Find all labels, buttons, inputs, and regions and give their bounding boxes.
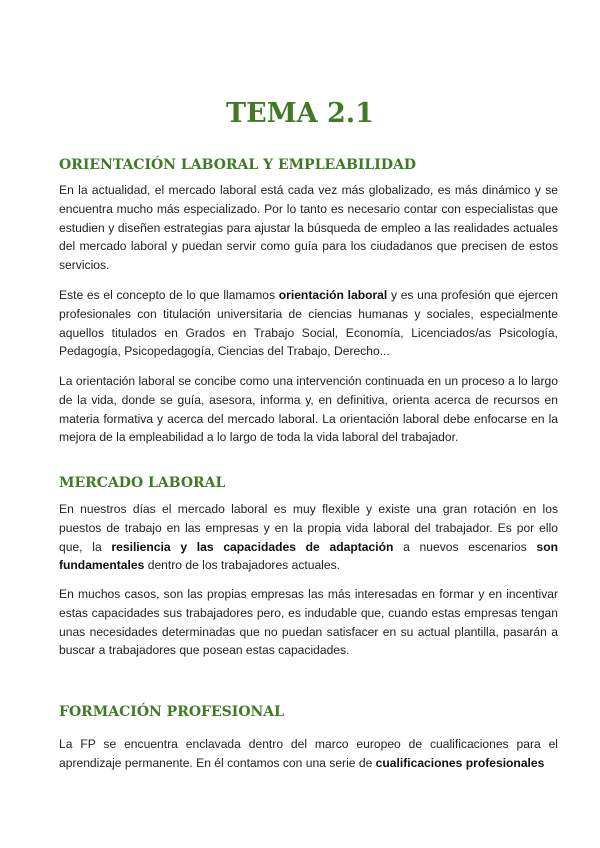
page-title: TEMA 2.1 xyxy=(226,98,374,129)
paragraph: En muchos casos, son las propias empresas las más interesadas en formar y en incentivar estas capacidades sus trabajadores pero, es indudable que, cuando estas empresas tengan unas necesidades determinadas que no puedan satisfacer en su actual plantilla, pasarán a buscar a trabajadores que posean estas capacidades. xyxy=(59,587,558,658)
text-run: dentro de los trabajadores actuales. xyxy=(144,558,340,573)
bold-term: son fundamentales xyxy=(59,539,558,573)
text-run: a nuevos escenarios xyxy=(393,539,537,554)
text-run: En nuestros días el mercado laboral es muy flexible y existe una gran rotación en los puestos de trabajo en las empresas y en la propia vida laboral del trabajador. Es por ello que, la xyxy=(59,502,558,554)
text-run: Este es el concepto de lo que llamamos xyxy=(59,288,279,302)
section-heading-formacion: FORMACIÓN PROFESIONAL xyxy=(59,704,285,720)
paragraph: En la actualidad, el mercado laboral está cada vez más globalizado, es más dinámico y se encuentra mucho más especializado. Por lo tanto es necesario contar con especialistas que estudien y diseñen estrategias para ajustar la búsqueda de empleo a las realidades actuales del mercado laboral y puedan servir como guía para los ciudadanos que precisen de estos servicios. xyxy=(59,183,558,273)
section-heading-mercado: MERCADO LABORAL xyxy=(59,475,226,491)
paragraph xyxy=(59,735,558,773)
bold-term: orientación laboral xyxy=(278,288,388,302)
paragraph xyxy=(59,286,558,361)
text-run: La FP se encuentra enclavada dentro del marco europeo de cualificaciones para el aprendizaje permanente. En él contamos con una serie de xyxy=(59,737,558,770)
bold-term: resiliencia y las capacidades de adaptación xyxy=(111,539,394,554)
paragraph: La orientación laboral se concibe como una intervención continuada en un proceso a lo largo de la vida, donde se guía, asesora, informa y, en definitiva, orienta acerca de recursos en materia formativa y acerca del mercado laboral. La orientación laboral debe enfocarse en la mejora de la empleabilidad a lo largo de toda la vida laboral del trabajador. xyxy=(59,374,558,445)
section-heading-orientacion: ORIENTACIÓN LABORAL Y EMPLEABILIDAD xyxy=(59,157,416,173)
paragraph xyxy=(59,500,558,575)
text-run: y es una profesión que ejercen profesionales con titulación universitaria de ciencias humanas y sociales, especialmente aquellos titulados en Grados en Trabajo Social, Economía, Licenciados/as Psicología, Pedagogía, Psicopedagogía, Ciencias del Trabajo, Derecho... xyxy=(59,288,558,359)
bold-term: cualificaciones profesionales xyxy=(375,755,545,770)
